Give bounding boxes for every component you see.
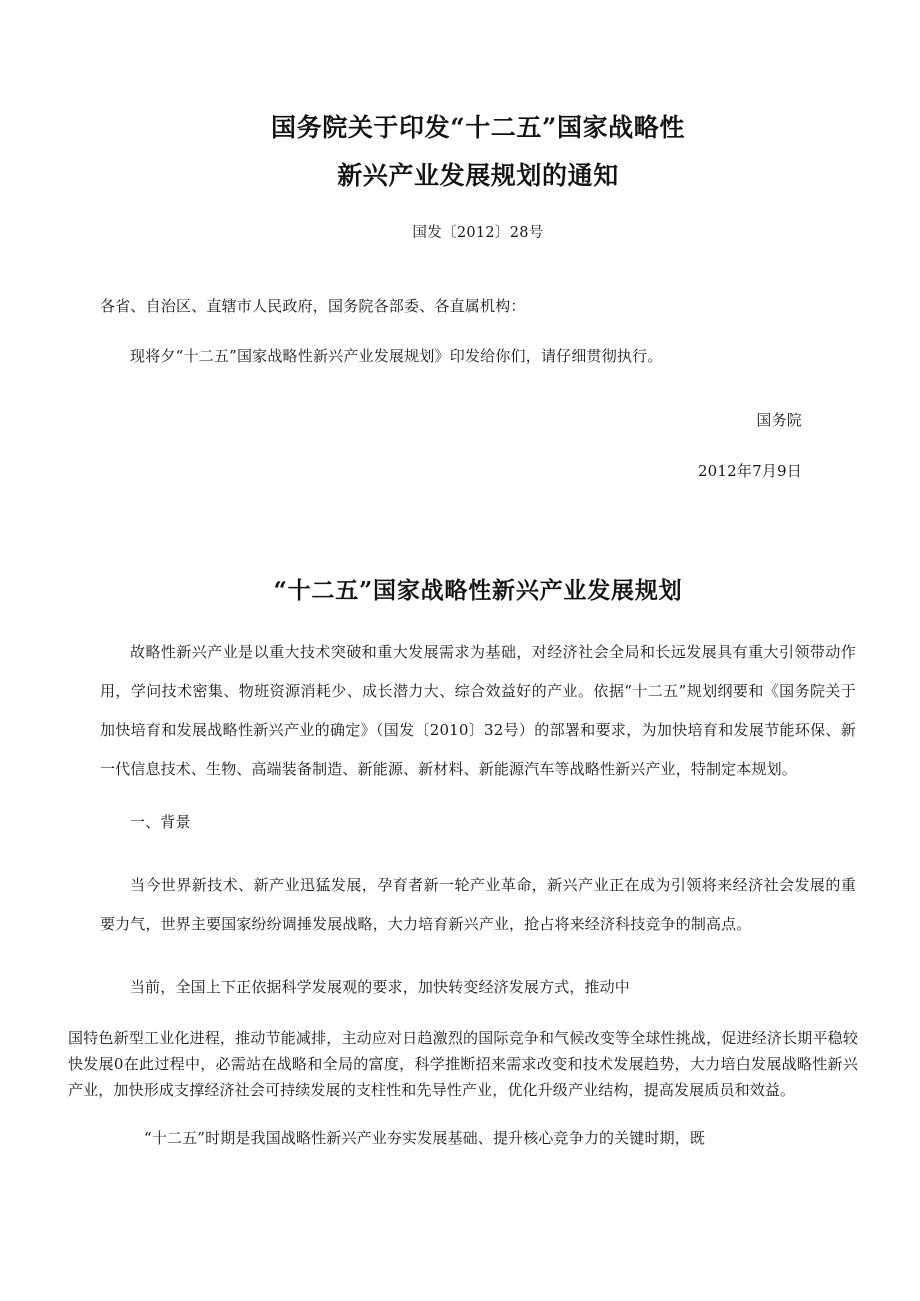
paragraph-background-1: 当今世界新技术、新产业迅猛发展，孕育者新一轮产业革命，新兴产业正在成为引领将来经济社会发展的重要力气，世界主要国家纷纷调捶发展战略，大力培育新兴产业，抢占将来经济科技竞争的制高点。	[100, 876, 856, 933]
document-title	[100, 0, 856, 200]
paragraph-background-4: “十二五”时期是我国战略性新兴产业夯实发展基础、提升核心竞争力的关键时期，既	[144, 1129, 706, 1147]
document-number: 国发〔2012〕28号	[412, 225, 544, 241]
document-title-line-1: 国务院关于印发“十二五”国家战略性	[271, 113, 685, 142]
plan-heading: “十二五”国家战略性新兴产业发展规划	[273, 577, 683, 604]
document-sign-date: 2012年7月9日	[697, 462, 802, 480]
document-circular-text: 现将夕“十二五”国家战略性新兴产业发展规划》印发给你们，请仔细贯彻执行。	[130, 347, 663, 365]
document-addressee: 各省、自治区、直辖市人民政府，国务院各部委、各直属机构：	[100, 297, 526, 315]
paragraph-background-3: 国特色新型工业化进程，推动节能减排，主动应对日趋激烈的国际竞争和气候改变等全球性挑战，促进经济长期平稳较快发展0在此过程中，必需站在战略和全局的富度，科学推断招来需求改变和技术发展趋势，大力培白发展战略性新兴产业，加快形成支撑经济社会可持续发展的支柱性和先导性产业，优化升级产业结构，提高发展质员和效益。	[68, 1029, 858, 1099]
document-signer: 国务院	[756, 411, 802, 429]
paragraph-intro: 故略性新兴产业是以重大技术突破和重大发展需求为基础，对经济社会全局和长远发展具有重大引领带动作用，学问技术密集、物班资源消耗少、成长潜力大、综合效益好的产业。依据“十二五”规划纲要和《国务院关于加快培育和发展战略性新兴产业的确定》（国发〔2010〕32号）的部署和要求，为加快培育和发展节能环保、新一代信息技术、生物、高端装备制造、新能源、新材料、新能源汽车等战略性新兴产业，特制定本规划。	[100, 643, 856, 778]
paragraph-background-2: 当前，全国上下正依据科学发展观的要求，加快转变经济发展方式，推动中	[130, 978, 630, 996]
document-content-column	[68, 0, 858, 1158]
document-title-line-2: 新兴产业发展规划的通知	[337, 161, 619, 190]
section-heading-background: 一、背景	[130, 813, 191, 831]
